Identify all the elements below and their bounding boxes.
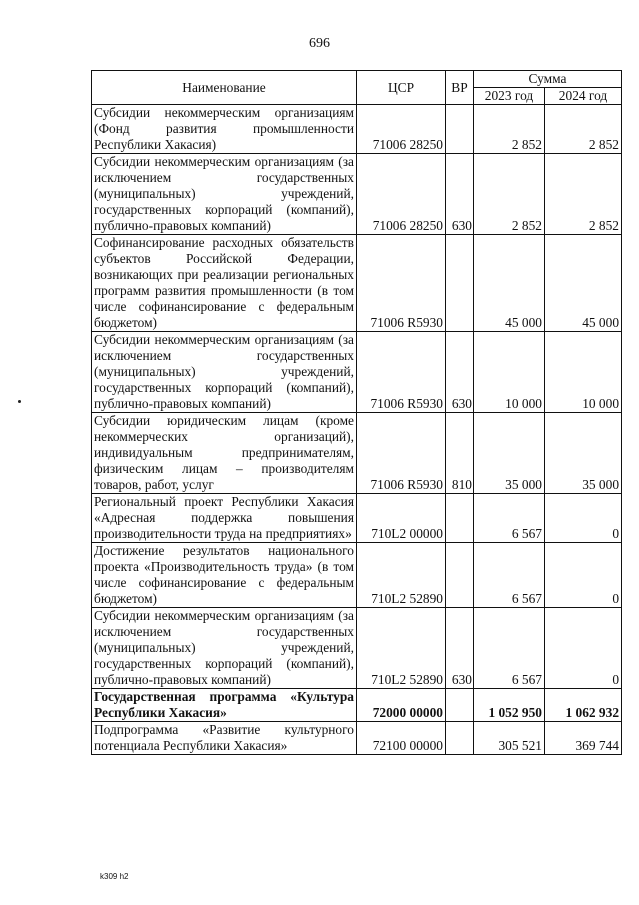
table-body (92, 105, 622, 755)
row-2024: 2 852 (545, 154, 622, 235)
row-csr: 71006 R5930 (357, 413, 446, 494)
row-vr (446, 105, 474, 154)
row-name: Субсидии некоммерческим организациям (Фонд развития промышленности Республики Хакасия) (92, 105, 357, 154)
row-vr: 810 (446, 413, 474, 494)
row-name: Субсидии некоммерческим организациям (за исключением государственных (муниципальных) учреждений, государственных корпораций (компаний), публично-правовых компаний) (92, 332, 357, 413)
row-vr (446, 235, 474, 332)
footer-code: k309 h2 (100, 872, 129, 881)
table-row (92, 689, 622, 722)
row-csr: 71006 28250 (357, 154, 446, 235)
table-row (92, 235, 622, 332)
row-2023: 10 000 (474, 332, 545, 413)
row-name: Субсидии юридическим лицам (кроме некоммерческих организаций), индивидуальным предпринимателям, физическим лицам – производителям товаров, работ, услуг (92, 413, 357, 494)
row-2024: 0 (545, 608, 622, 689)
table-row (92, 105, 622, 154)
budget-table (91, 70, 622, 755)
row-name: Субсидии некоммерческим организациям (за исключением государственных (муниципальных) учреждений, государственных корпораций (компаний), публично-правовых компаний) (92, 608, 357, 689)
row-name: Достижение результатов национального проекта «Производительность труда» (в том числе софинансирование с федеральным бюджетом) (92, 543, 357, 608)
row-vr (446, 689, 474, 722)
row-2024: 0 (545, 494, 622, 543)
row-2023: 305 521 (474, 722, 545, 755)
row-2024: 10 000 (545, 332, 622, 413)
row-2024: 35 000 (545, 413, 622, 494)
header-year-2023: 2023 год (474, 88, 545, 105)
row-2023: 6 567 (474, 494, 545, 543)
row-csr: 710L2 00000 (357, 494, 446, 543)
row-vr (446, 722, 474, 755)
page-number: 696 (309, 36, 330, 51)
row-vr (446, 494, 474, 543)
row-2024: 1 062 932 (545, 689, 622, 722)
row-name: Субсидии некоммерческим организациям (за исключением государственных (муниципальных) учреждений, государственных корпораций (компаний), публично-правовых компаний) (92, 154, 357, 235)
row-2023: 35 000 (474, 413, 545, 494)
row-2023: 2 852 (474, 154, 545, 235)
row-csr: 71006 R5930 (357, 235, 446, 332)
table-row (92, 154, 622, 235)
row-2024: 0 (545, 543, 622, 608)
row-2024: 2 852 (545, 105, 622, 154)
row-2023: 6 567 (474, 543, 545, 608)
header-sum: Сумма (474, 71, 622, 88)
row-csr: 710L2 52890 (357, 608, 446, 689)
row-csr: 72100 00000 (357, 722, 446, 755)
stray-dot (18, 400, 21, 403)
row-vr: 630 (446, 608, 474, 689)
row-name: Софинансирование расходных обязательств субъектов Российской Федерации, возникающих при реализации региональных программ развития промышленности (в том числе софинансирование с федеральным бюджетом) (92, 235, 357, 332)
table-row (92, 722, 622, 755)
table-row (92, 543, 622, 608)
row-2023: 6 567 (474, 608, 545, 689)
row-vr (446, 543, 474, 608)
header-name: Наименование (92, 71, 357, 105)
row-vr: 630 (446, 332, 474, 413)
row-2023: 2 852 (474, 105, 545, 154)
row-2023: 1 052 950 (474, 689, 545, 722)
table-row (92, 494, 622, 543)
table-row (92, 608, 622, 689)
row-name: Государственная программа «Культура Республики Хакасия» (92, 689, 357, 722)
row-csr: 71006 28250 (357, 105, 446, 154)
row-csr: 72000 00000 (357, 689, 446, 722)
row-2024: 369 744 (545, 722, 622, 755)
row-2024: 45 000 (545, 235, 622, 332)
header-vr: ВР (446, 71, 474, 105)
table-row (92, 332, 622, 413)
header-csr: ЦСР (357, 71, 446, 105)
row-vr: 630 (446, 154, 474, 235)
row-2023: 45 000 (474, 235, 545, 332)
header-year-2024: 2024 год (545, 88, 622, 105)
row-name: Подпрограмма «Развитие культурного потенциала Республики Хакасия» (92, 722, 357, 755)
table-row (92, 413, 622, 494)
row-name: Региональный проект Республики Хакасия «Адресная поддержка повышения производительности труда на предприятиях» (92, 494, 357, 543)
row-csr: 71006 R5930 (357, 332, 446, 413)
row-csr: 710L2 52890 (357, 543, 446, 608)
